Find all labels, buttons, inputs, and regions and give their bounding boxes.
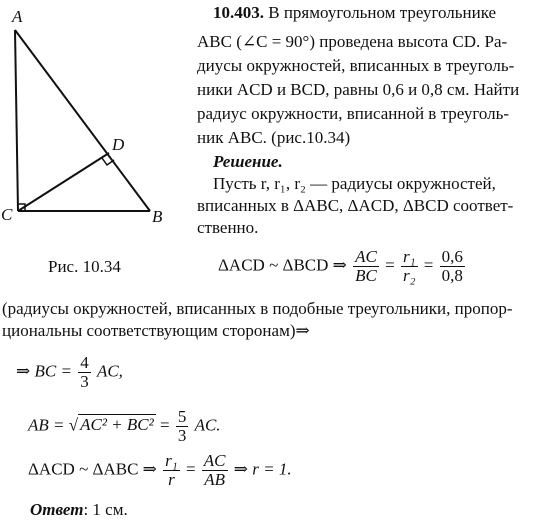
side-ac (15, 30, 18, 211)
equation-similarity-1: ΔACD ~ ΔBCD ⇒ $\frac{AC}{BC}$ = $\frac{\text{r₁}}{\text{r₂}}$ = $\frac{0,6}{0,8}$ (218, 247, 463, 285)
solution-line-2: вписанных в ΔABC, ΔACD, ΔBCD соответ- (197, 196, 514, 215)
label-b: B (152, 207, 163, 226)
equation-bc: ⇒ BC = $\frac{4}{3}$ AC, (16, 353, 123, 391)
solution-line-1: Пусть r, r₁, r₂ — радиусы окружностей, (213, 174, 496, 193)
triangle-figure (0, 0, 200, 240)
label-d: D (112, 135, 125, 154)
figure-caption: Рис. 10.34 (48, 257, 121, 276)
answer-label: Ответ (30, 500, 84, 519)
note-line-2: циональны соответствующим сторонам)⇒ (2, 321, 310, 340)
problem-line-6: ник ABC. (рис.10.34) (197, 128, 351, 147)
label-a: A (12, 7, 23, 26)
problem-line-4: ники ACD и BCD, равны 0,6 и 0,8 см. Найти (197, 80, 520, 99)
solution-line-3: ственно. (197, 218, 259, 237)
answer-value: : 1 см. (83, 500, 128, 519)
answer-line (30, 499, 128, 520)
problem-line-3: диусы окружностей, вписанных в треуголь- (197, 56, 515, 75)
problem-line-5: радиус окружности, вписанной в треуголь- (197, 104, 510, 123)
problem-number: 10.403. (213, 3, 264, 22)
problem-line-2: ABC (∠C = 90°) проведена высота CD. Ра- (197, 32, 508, 51)
label-c: C (1, 205, 13, 224)
side-ab (15, 30, 150, 211)
equation-similarity-2: ΔACD ~ ΔABC ⇒ $\frac{\text{r₁}}{r}$ = $\frac{AC}{AB}$ ⇒ r = 1. (28, 451, 292, 489)
solution-label: Решение. (213, 152, 283, 171)
equation-ab: AB = √ AC² + BC² = $\frac{5}{3}$ AC. (28, 407, 221, 445)
problem-line-1: 10.403. В прямоугольном треугольнике (213, 3, 497, 22)
note-line-1: (радиусы окружностей, вписанных в подобные треугольники, пропор- (2, 299, 513, 318)
altitude-cd (18, 153, 109, 211)
